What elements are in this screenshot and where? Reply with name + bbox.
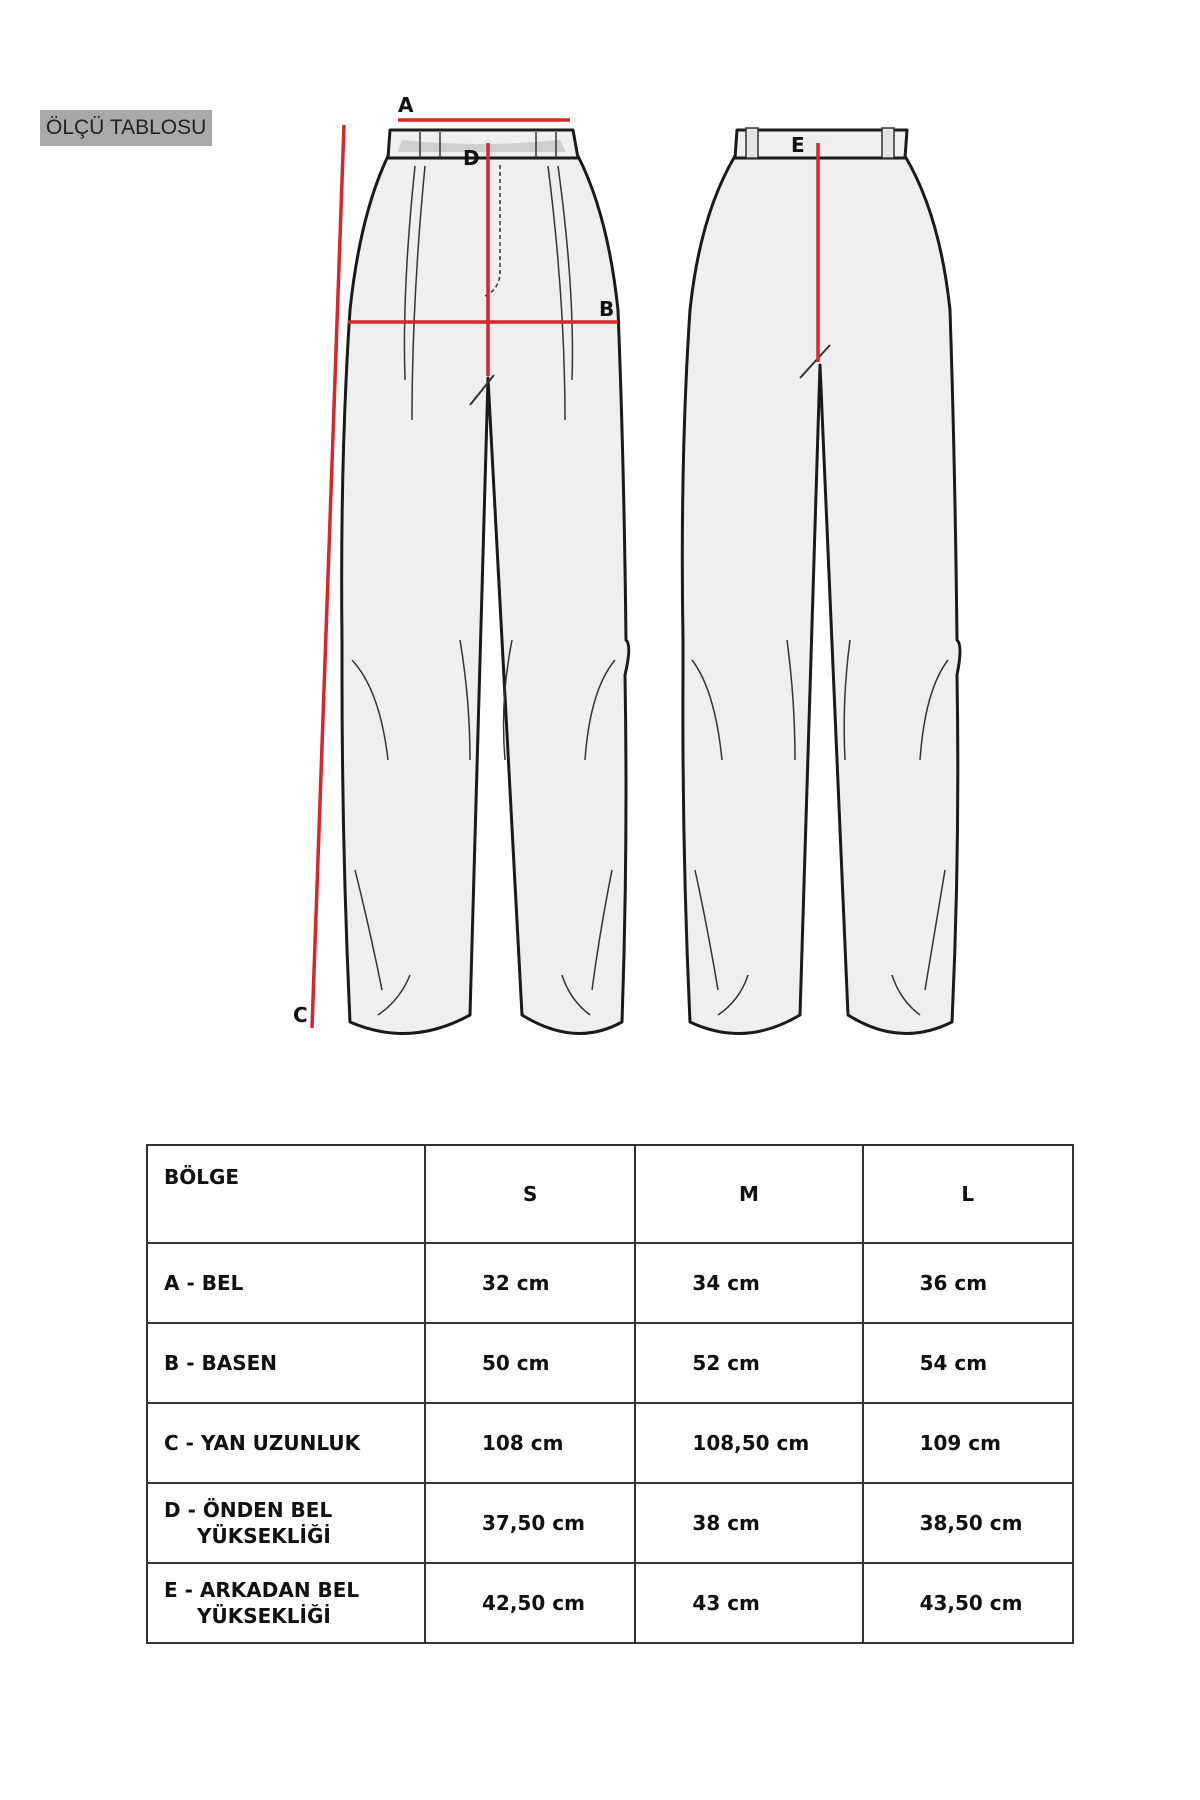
- table-row: [147, 1563, 1073, 1643]
- back-waistband: [735, 130, 907, 158]
- table-header-row: [147, 1145, 1073, 1243]
- front-pants-drawing: [342, 130, 629, 1033]
- measure-line-c: [312, 125, 344, 1028]
- row-region-label: A - BEL: [147, 1243, 425, 1323]
- row-value-l: 109 cm: [863, 1403, 1073, 1483]
- size-table: [146, 1144, 1074, 1644]
- table-row: [147, 1483, 1073, 1563]
- row-value-m: 38 cm: [635, 1483, 862, 1563]
- row-value-s: 32 cm: [425, 1243, 635, 1323]
- row-value-m: 108,50 cm: [635, 1403, 862, 1483]
- front-pants-body: [342, 156, 629, 1033]
- row-region-label: E - ARKADAN BEL YÜKSEKLİĞİ: [147, 1563, 425, 1643]
- back-pants-drawing: [682, 130, 960, 1033]
- row-region-label: C - YAN UZUNLUK: [147, 1403, 425, 1483]
- row-value-m: 34 cm: [635, 1243, 862, 1323]
- marker-c: C: [293, 1003, 308, 1027]
- marker-d: D: [463, 146, 480, 170]
- row-value-l: 54 cm: [863, 1323, 1073, 1403]
- row-region-label: D - ÖNDEN BEL YÜKSEKLİĞİ: [147, 1483, 425, 1563]
- row-value-m: 43 cm: [635, 1563, 862, 1643]
- header-region: BÖLGE: [147, 1145, 425, 1243]
- row-value-l: 38,50 cm: [863, 1483, 1073, 1563]
- row-value-s: 37,50 cm: [425, 1483, 635, 1563]
- row-value-s: 50 cm: [425, 1323, 635, 1403]
- header-size-l: L: [863, 1145, 1073, 1243]
- header-size-s: S: [425, 1145, 635, 1243]
- back-pants-body: [682, 156, 960, 1033]
- row-value-s: 108 cm: [425, 1403, 635, 1483]
- row-value-l: 43,50 cm: [863, 1563, 1073, 1643]
- row-value-l: 36 cm: [863, 1243, 1073, 1323]
- row-region-label: B - BASEN: [147, 1323, 425, 1403]
- size-chart-title: ÖLÇÜ TABLOSU: [40, 110, 212, 146]
- row-value-s: 42,50 cm: [425, 1563, 635, 1643]
- table-row: [147, 1243, 1073, 1323]
- table-row: [147, 1323, 1073, 1403]
- marker-a: A: [398, 93, 414, 117]
- marker-b: B: [599, 297, 615, 321]
- row-value-m: 52 cm: [635, 1323, 862, 1403]
- table-row: [147, 1403, 1073, 1483]
- header-size-m: M: [635, 1145, 862, 1243]
- marker-e: E: [791, 133, 805, 157]
